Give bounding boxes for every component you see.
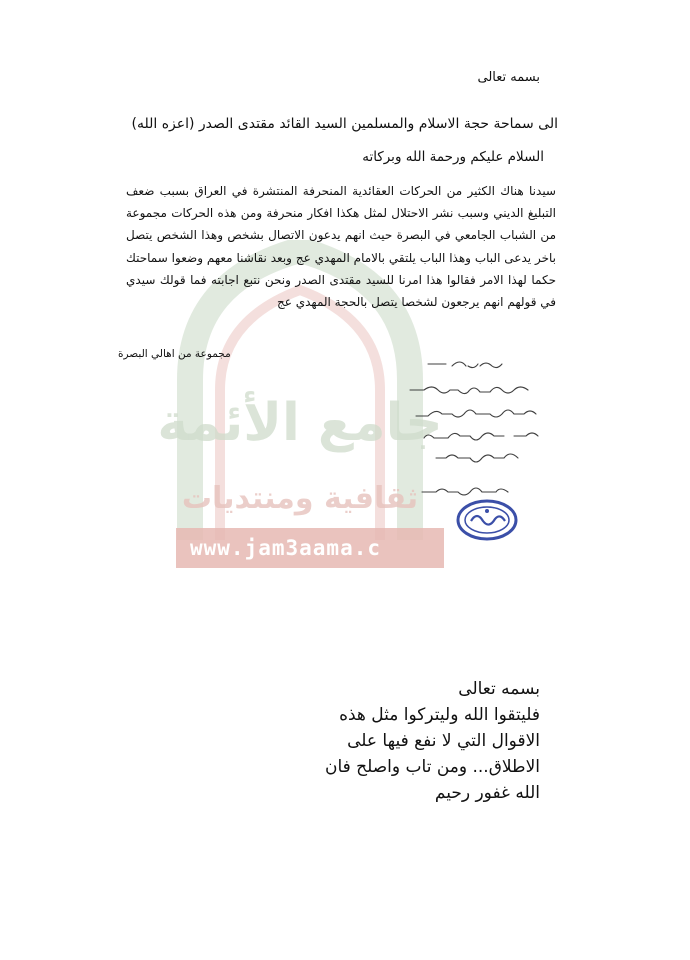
letter-signature: مجموعة من اهالي البصرة	[118, 348, 231, 360]
reply-transcription	[325, 676, 540, 806]
transcription-line: الاطلاق... ومن تاب واصلح فان	[324, 757, 540, 777]
transcription-line: الاقوال التي لا نفع فيها على	[347, 731, 540, 751]
letter-body: سيدنا هناك الكثير من الحركات العقائدية المنحرفة المنتشرة في العراق بسبب ضعف التبليغ الديني وسبب نشر الاحتلال لمثل هكذا افكار منحرفة ومن هذه الحركات مجموعة من الشباب الجامعي في البصرة حيث انهم يدعون الاتصال بشخص وهذا الشخص يتصل باخر يدعى الباب وهذا الباب يلتقي بالامام المهدي عج وبعد نقاشنا معهم وضعوا سماحتك حكما لهذا الامر فقالوا هذا امرنا للسيد مقتدى الصدر ونحن نتبع اجابته فما قولك سيدي في قولهم انهم يرجعون لشخصا يتصل بالحجة المهدي عج	[126, 184, 556, 310]
watermark-name: جامع الأئمة	[157, 393, 443, 453]
letter-bismillah: بسمه تعالى	[477, 70, 540, 85]
letter-addressee: الى سماحة حجة الاسلام والمسلمين السيد القائد مقتدى الصدر (اعزه الله)	[131, 116, 558, 132]
letter-greeting: السلام عليكم ورحمة الله وبركاته	[362, 149, 544, 165]
transcription-line: بسمه تعالى	[458, 679, 540, 699]
watermark-url: www.jam3aama.c	[176, 528, 444, 568]
transcription-line: الله غفور رحيم	[434, 783, 540, 803]
transcription-line: فليتقوا الله وليتركوا مثل هذه	[339, 705, 540, 725]
seal-stamp	[455, 497, 519, 543]
watermark-tagline: ثقافية ومنتديات	[181, 481, 419, 516]
